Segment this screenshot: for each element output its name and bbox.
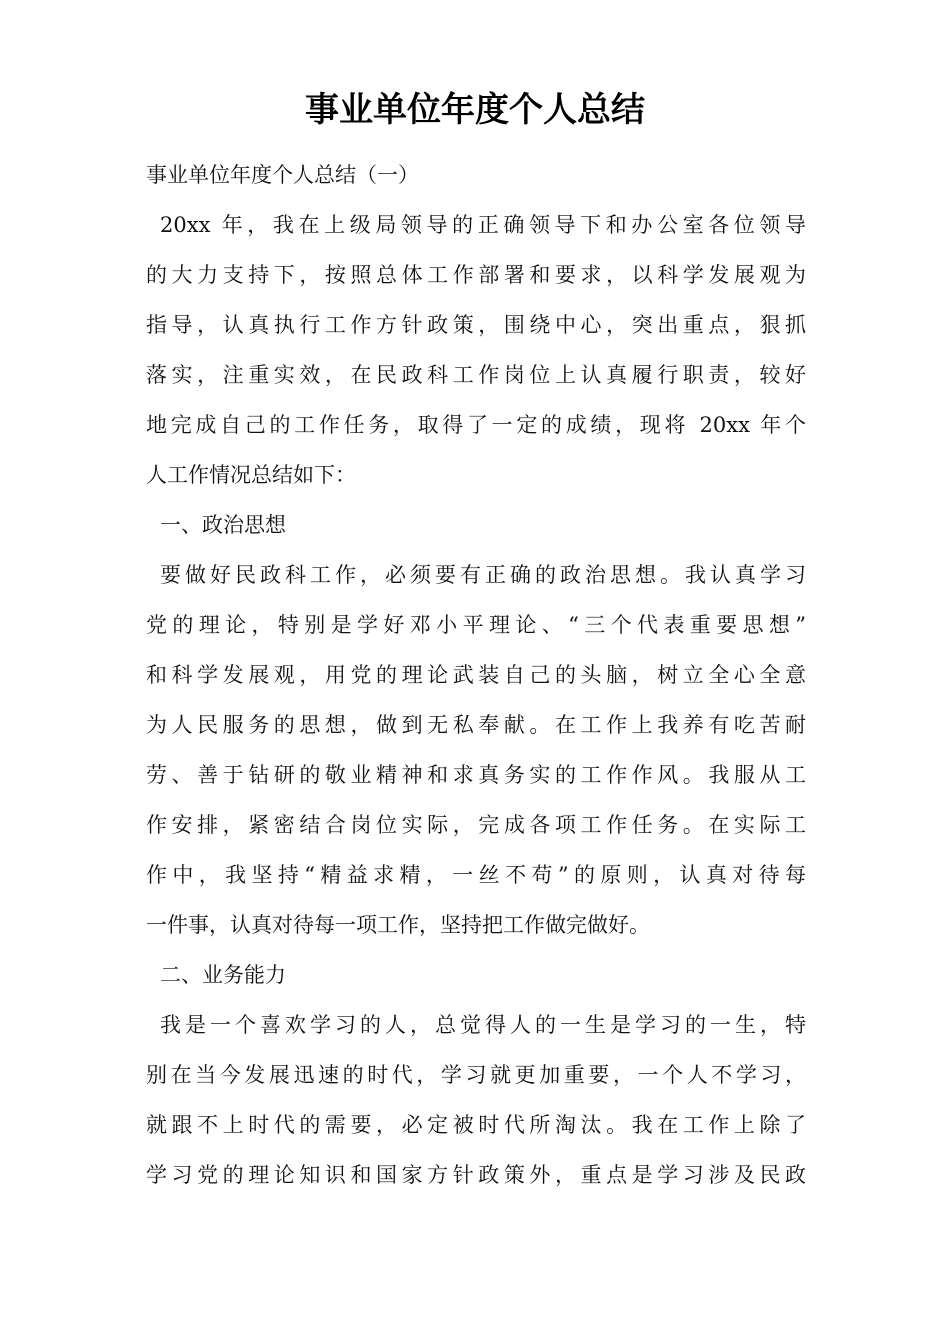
text-line: 作中，我坚持“精益求精，一丝不苟”的原则，认真对待每: [146, 863, 806, 887]
text-line: 落实，注重实效，在民政科工作岗位上认真履行职责，较好: [146, 363, 806, 387]
text-line: 地完成自己的工作任务，取得了一定的成绩，现将 20xx 年个: [146, 413, 806, 437]
text-line: 劳、善于钻研的敬业精神和求真务实的工作作风。我服从工: [146, 763, 806, 787]
text-line: 为人民服务的思想，做到无私奉献。在工作上我养有吃苦耐: [146, 713, 806, 737]
text-line: 20xx 年，我在上级局领导的正确领导下和办公室各位领导: [160, 213, 806, 237]
text-line: 别在当今发展迅速的时代，学习就更加重要，一个人不学习，: [146, 1063, 806, 1087]
text-line: 党的理论，特别是学好邓小平理论、“三个代表重要思想”: [146, 613, 806, 637]
text-line: 二、业务能力: [160, 963, 286, 987]
text-line: 作安排，紧密结合岗位实际，完成各项工作任务。在实际工: [146, 813, 806, 837]
text-line: 要做好民政科工作，必须要有正确的政治思想。我认真学习: [160, 563, 806, 587]
text-line: 学习党的理论知识和国家方针政策外，重点是学习涉及民政: [146, 1163, 806, 1187]
text-line: 事业单位年度个人总结（一）: [146, 163, 419, 187]
text-line: 指导，认真执行工作方针政策，围绕中心，突出重点，狠抓: [146, 313, 806, 337]
text-line: 和科学发展观，用党的理论武装自己的头脑，树立全心全意: [146, 663, 806, 687]
text-line: 的大力支持下，按照总体工作部署和要求，以科学发展观为: [146, 263, 806, 287]
text-line: 一、政治思想: [160, 513, 286, 537]
text-line: 就跟不上时代的需要，必定被时代所淘汰。我在工作上除了: [146, 1113, 806, 1137]
text-line: 我是一个喜欢学习的人，总觉得人的一生是学习的一生，特: [160, 1013, 806, 1037]
text-line: 一件事，认真对待每一项工作，坚持把工作做完做好。: [146, 913, 650, 937]
text-line: 人工作情况总结如下：: [146, 463, 356, 487]
document-title: 事业单位年度个人总结: [305, 90, 645, 130]
document-body: [146, 150, 806, 1200]
